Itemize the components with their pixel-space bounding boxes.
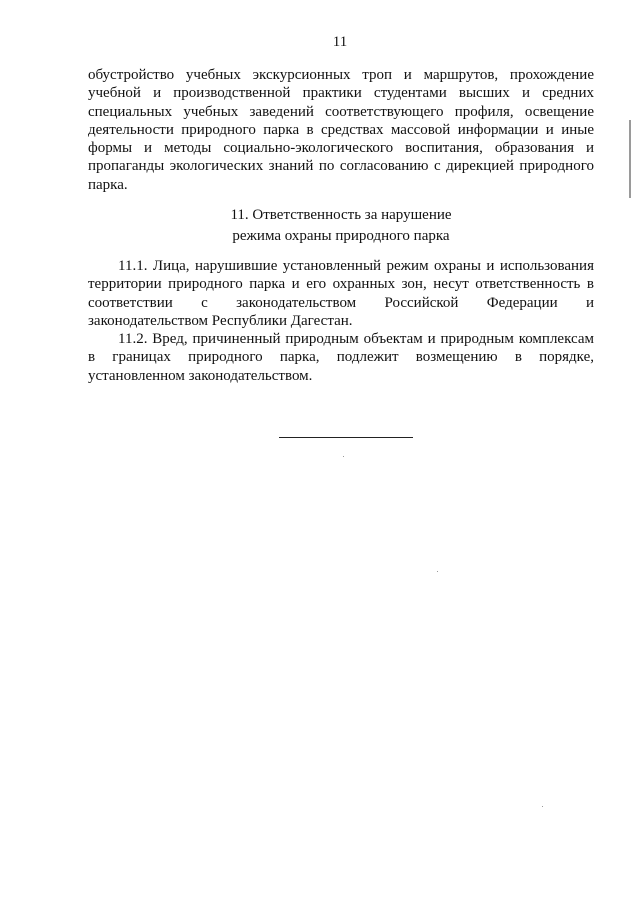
clause-11-2: 11.2. Вред, причиненный природным объектам и природным комплексам в границах природного парка, подлежит возмещению в порядке, установленном законодательством.: [88, 331, 594, 384]
scan-speck: [437, 571, 438, 572]
page-number: 11: [332, 34, 348, 50]
continuation-paragraph-block: [88, 66, 594, 194]
clause-11-1: 11.1. Лица, нарушившие установленный режим охраны и использования территории природного парка и его охранных зон, несут ответственность в соответствии с законодательством Российской Федерации и законодательством Республики Дагестан.: [88, 258, 594, 329]
section-heading-line-1: 11. Ответственность за нарушение: [230, 207, 452, 223]
scan-edge-mark: [629, 120, 631, 198]
clauses-block: [88, 257, 594, 385]
scan-speck: [542, 806, 543, 807]
section-heading: [88, 205, 594, 247]
end-separator-line: [279, 437, 413, 438]
continuation-paragraph: обустройство учебных экскурсионных троп и маршрутов, прохождение учебной и производственной практики студентами высших и средних специальных учебных заведений соответствующего профиля, освещение деятельности природного парка в средствах массовой информации и иные формы и методы социально-экологического воспитания, образования и пропаганды экологических знаний по согласованию с дирекцией природного парка.: [88, 67, 594, 193]
section-heading-line-2: режима охраны природного парка: [232, 228, 450, 244]
scan-speck: [343, 456, 344, 457]
